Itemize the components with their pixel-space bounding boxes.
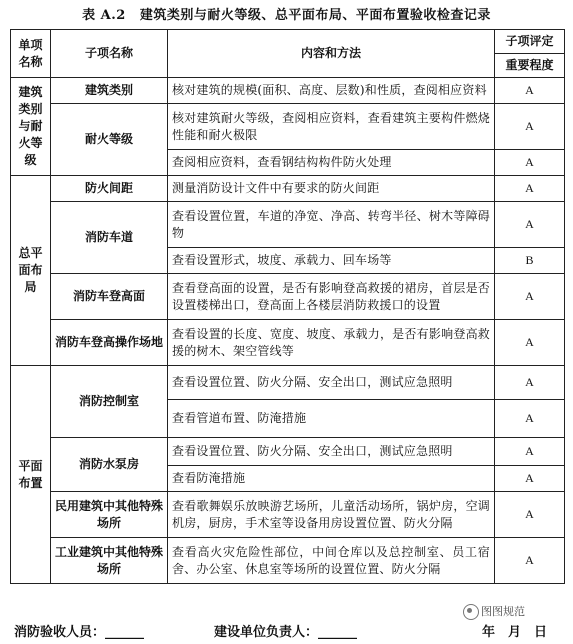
header-content-method: 内容和方法: [168, 30, 495, 78]
table-row: [11, 438, 565, 466]
subitem-cell: 消防控制室: [51, 366, 168, 438]
table-row: [11, 176, 565, 202]
content-cell: 查看设置位置、防火分隔、安全出口，测试应急照明: [168, 438, 495, 466]
content-cell: 查看设置的长度、宽度、坡度、承载力，是否有影响登高救援的树木、架空管线等: [168, 320, 495, 366]
owner-signature: 建设单位负责人：______: [214, 625, 358, 640]
table-caption: 建筑类别与耐火等级、总平面布局、平面布置验收检查记录: [139, 8, 491, 23]
content-cell: 核对建筑耐火等级，查阅相应资料，查看建筑主要构件燃烧性能和耐火极限: [168, 104, 495, 150]
header-subitem-evaluation: 子项评定: [495, 30, 565, 54]
header-item-name: 单项名称: [11, 30, 51, 78]
wechat-logo-icon: [463, 604, 479, 620]
table-row: [11, 104, 565, 150]
grade-cell: A: [495, 466, 565, 492]
table-row: [11, 78, 565, 104]
content-cell: 查看管道布置、防淹措施: [168, 400, 495, 438]
subitem-cell: 防火间距: [51, 176, 168, 202]
content-cell: 查看登高面的设置，是否有影响登高救援的裙房，首层是否设置楼梯出口，登高面上各楼层消防救援口的设置: [168, 274, 495, 320]
header-subitem-name: 子项名称: [51, 30, 168, 78]
subitem-cell: 消防水泵房: [51, 438, 168, 492]
grade-cell: A: [495, 176, 565, 202]
subitem-cell: 民用建筑中其他特殊场所: [51, 492, 168, 538]
content-cell: 查阅相应资料，查看钢结构构件防火处理: [168, 150, 495, 176]
table-title: [0, 4, 573, 23]
content-cell: 查看歌舞娱乐放映游艺场所，儿童活动场所，锅炉房，空调机房，厨房，手术室等设备用房设置位置、防火分隔: [168, 492, 495, 538]
subitem-cell: 消防车登高操作场地: [51, 320, 168, 366]
grade-cell: A: [495, 274, 565, 320]
watermark-text: 图图规范: [481, 605, 525, 618]
category-floor-layout: 平面布置: [11, 366, 51, 584]
category-building-class: 建筑类别与耐火等级: [11, 78, 51, 176]
grade-cell: A: [495, 202, 565, 248]
inspector-signature: 消防验收人员：______: [14, 625, 145, 640]
subitem-cell: 建筑类别: [51, 78, 168, 104]
grade-cell: A: [495, 366, 565, 400]
content-cell: 核对建筑的规模(面积、高度、层数)和性质，查阅相应资料: [168, 78, 495, 104]
content-cell: 查看设置形式，坡度、承载力、回车场等: [168, 248, 495, 274]
inspection-table: [10, 29, 565, 584]
content-cell: 查看高火灾危险性部位，中间仓库以及总控制室、员工宿舍、办公室、休息室等场所的设置位置、防火分隔: [168, 538, 495, 584]
grade-cell: A: [495, 320, 565, 366]
grade-cell: B: [495, 248, 565, 274]
content-cell: 测量消防设计文件中有要求的防火间距: [168, 176, 495, 202]
watermark: [460, 602, 528, 621]
grade-cell: A: [495, 438, 565, 466]
grade-cell: A: [495, 150, 565, 176]
content-cell: 查看设置位置，车道的净宽、净高、转弯半径、树木等障碍物: [168, 202, 495, 248]
date-field: 年 月 日: [482, 625, 548, 640]
content-cell: 查看防淹措施: [168, 466, 495, 492]
content-cell: 查看设置位置、防火分隔、安全出口，测试应急照明: [168, 366, 495, 400]
subitem-cell: 耐火等级: [51, 104, 168, 176]
table-row: [11, 320, 565, 366]
subitem-cell: 消防车道: [51, 202, 168, 274]
grade-cell: A: [495, 492, 565, 538]
grade-cell: A: [495, 400, 565, 438]
grade-cell: A: [495, 104, 565, 150]
subitem-cell: 消防车登高面: [51, 274, 168, 320]
table-row: [11, 202, 565, 248]
subitem-cell: 工业建筑中其他特殊场所: [51, 538, 168, 584]
category-site-layout: 总平面布局: [11, 176, 51, 366]
table-number: 表 A.2: [82, 8, 126, 23]
table-row: [11, 492, 565, 538]
grade-cell: A: [495, 78, 565, 104]
table-row: [11, 274, 565, 320]
header-importance: 重要程度: [495, 54, 565, 78]
grade-cell: A: [495, 538, 565, 584]
table-row: [11, 538, 565, 584]
table-row: [11, 366, 565, 400]
